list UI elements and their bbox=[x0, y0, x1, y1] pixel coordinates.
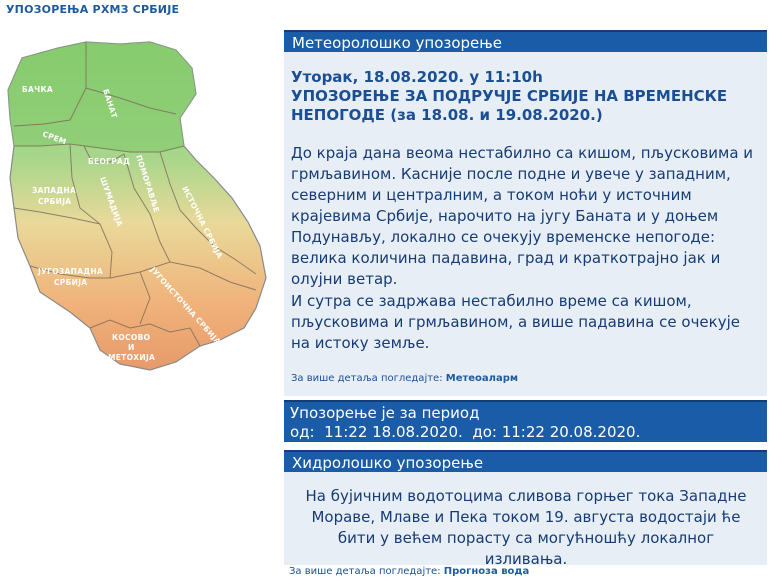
region-srem-label: СРЕМ bbox=[41, 129, 68, 147]
region-jugozapadna-label-2: СРБИЈА bbox=[54, 278, 88, 287]
hydro-more-details bbox=[289, 566, 529, 577]
region-kosovo-label-2: И bbox=[128, 343, 135, 352]
region-zapadna-label-1: ЗАПАДНА bbox=[32, 186, 77, 195]
hydro-warning-bar: Хидролошко упозорење bbox=[284, 450, 767, 472]
region-pomoravlje-label: ПОМОРАВЉЕ bbox=[134, 153, 162, 214]
region-jugoistocna-label: ЈУГОИСТОЧНА СРБИЈА bbox=[148, 265, 223, 347]
region-beograd-label: БЕОГРАД bbox=[88, 157, 131, 166]
meteo-date-line: Уторак, 18.08.2020. у 11:10h bbox=[291, 68, 543, 86]
meteo-paragraph-2: И сутра се задржава нестабилно време са кишом, пљусковима и грмљавином, а више падавина се очекује на истоку земље. bbox=[291, 292, 740, 352]
region-sumadija-label: ШУМАДИЈА bbox=[98, 175, 125, 228]
meteo-headline-text: УПОЗОРЕЊЕ ЗА ПОДРУЧЈЕ СРБИЈЕ НА ВРЕМЕНСКЕ НЕПОГОДЕ (за 18.08. и 19.08.2020.) bbox=[291, 87, 728, 124]
meteo-paragraph-1: До краја дана веома нестабилно са кишом, пљусковима и грмљавином. Касније после подне и увече у западним, северним и централним, а током ноћи у источним крајевима Србије, нарочито на југу Баната и у доњем Подунављу, локално се очекују временске непогоде: велика количина падавина, град и краткотрајно јак и олујни ветар. bbox=[291, 144, 754, 288]
hydro-paragraph: На бујичним водотоцима сливова горњег тока Западне Мораве, Млаве и Пека током 19. августа водостаји ће бити у већем порасту са могућношћу локалног изливања. bbox=[305, 487, 747, 568]
region-kosovo-label-1: КОСОВО bbox=[112, 333, 151, 342]
meteo-warning-bar: Метеоролошко упозорење bbox=[284, 30, 767, 52]
region-istocna-label: ИСТОЧНА СРБИЈА bbox=[180, 184, 225, 261]
hydro-more-prefix: За више детаља погледајте: bbox=[289, 566, 441, 577]
page-title: УПОЗОРЕЊА РХМЗ СРБИЈЕ bbox=[6, 3, 180, 16]
meteo-headline bbox=[291, 68, 761, 125]
warning-period-bar bbox=[284, 400, 767, 442]
meteoalarm-link[interactable]: Метеоаларм bbox=[445, 373, 519, 384]
warning-period-title: Упозорење је за период bbox=[290, 404, 480, 422]
serbia-regions-map[interactable] bbox=[0, 28, 282, 388]
region-backa-label: БАЧКА bbox=[22, 85, 54, 94]
region-kosovo-label-3: МЕТОХИЈА bbox=[108, 353, 156, 362]
vojvodina-area bbox=[8, 42, 196, 152]
region-jugozapadna-label-1: ЈУГОЗАПАДНА bbox=[38, 267, 104, 276]
meteo-more-prefix: За више детаља погледајте: bbox=[291, 373, 443, 384]
region-banat-label: БАНАТ bbox=[101, 87, 119, 120]
water-forecast-link[interactable]: Прогноза вода bbox=[443, 566, 530, 577]
warning-period-range: од: 11:22 18.08.2020. до: 11:22 20.08.2020. bbox=[290, 423, 641, 441]
meteo-more-details bbox=[291, 373, 518, 384]
region-zapadna-label-2: СРБИЈА bbox=[38, 197, 72, 206]
